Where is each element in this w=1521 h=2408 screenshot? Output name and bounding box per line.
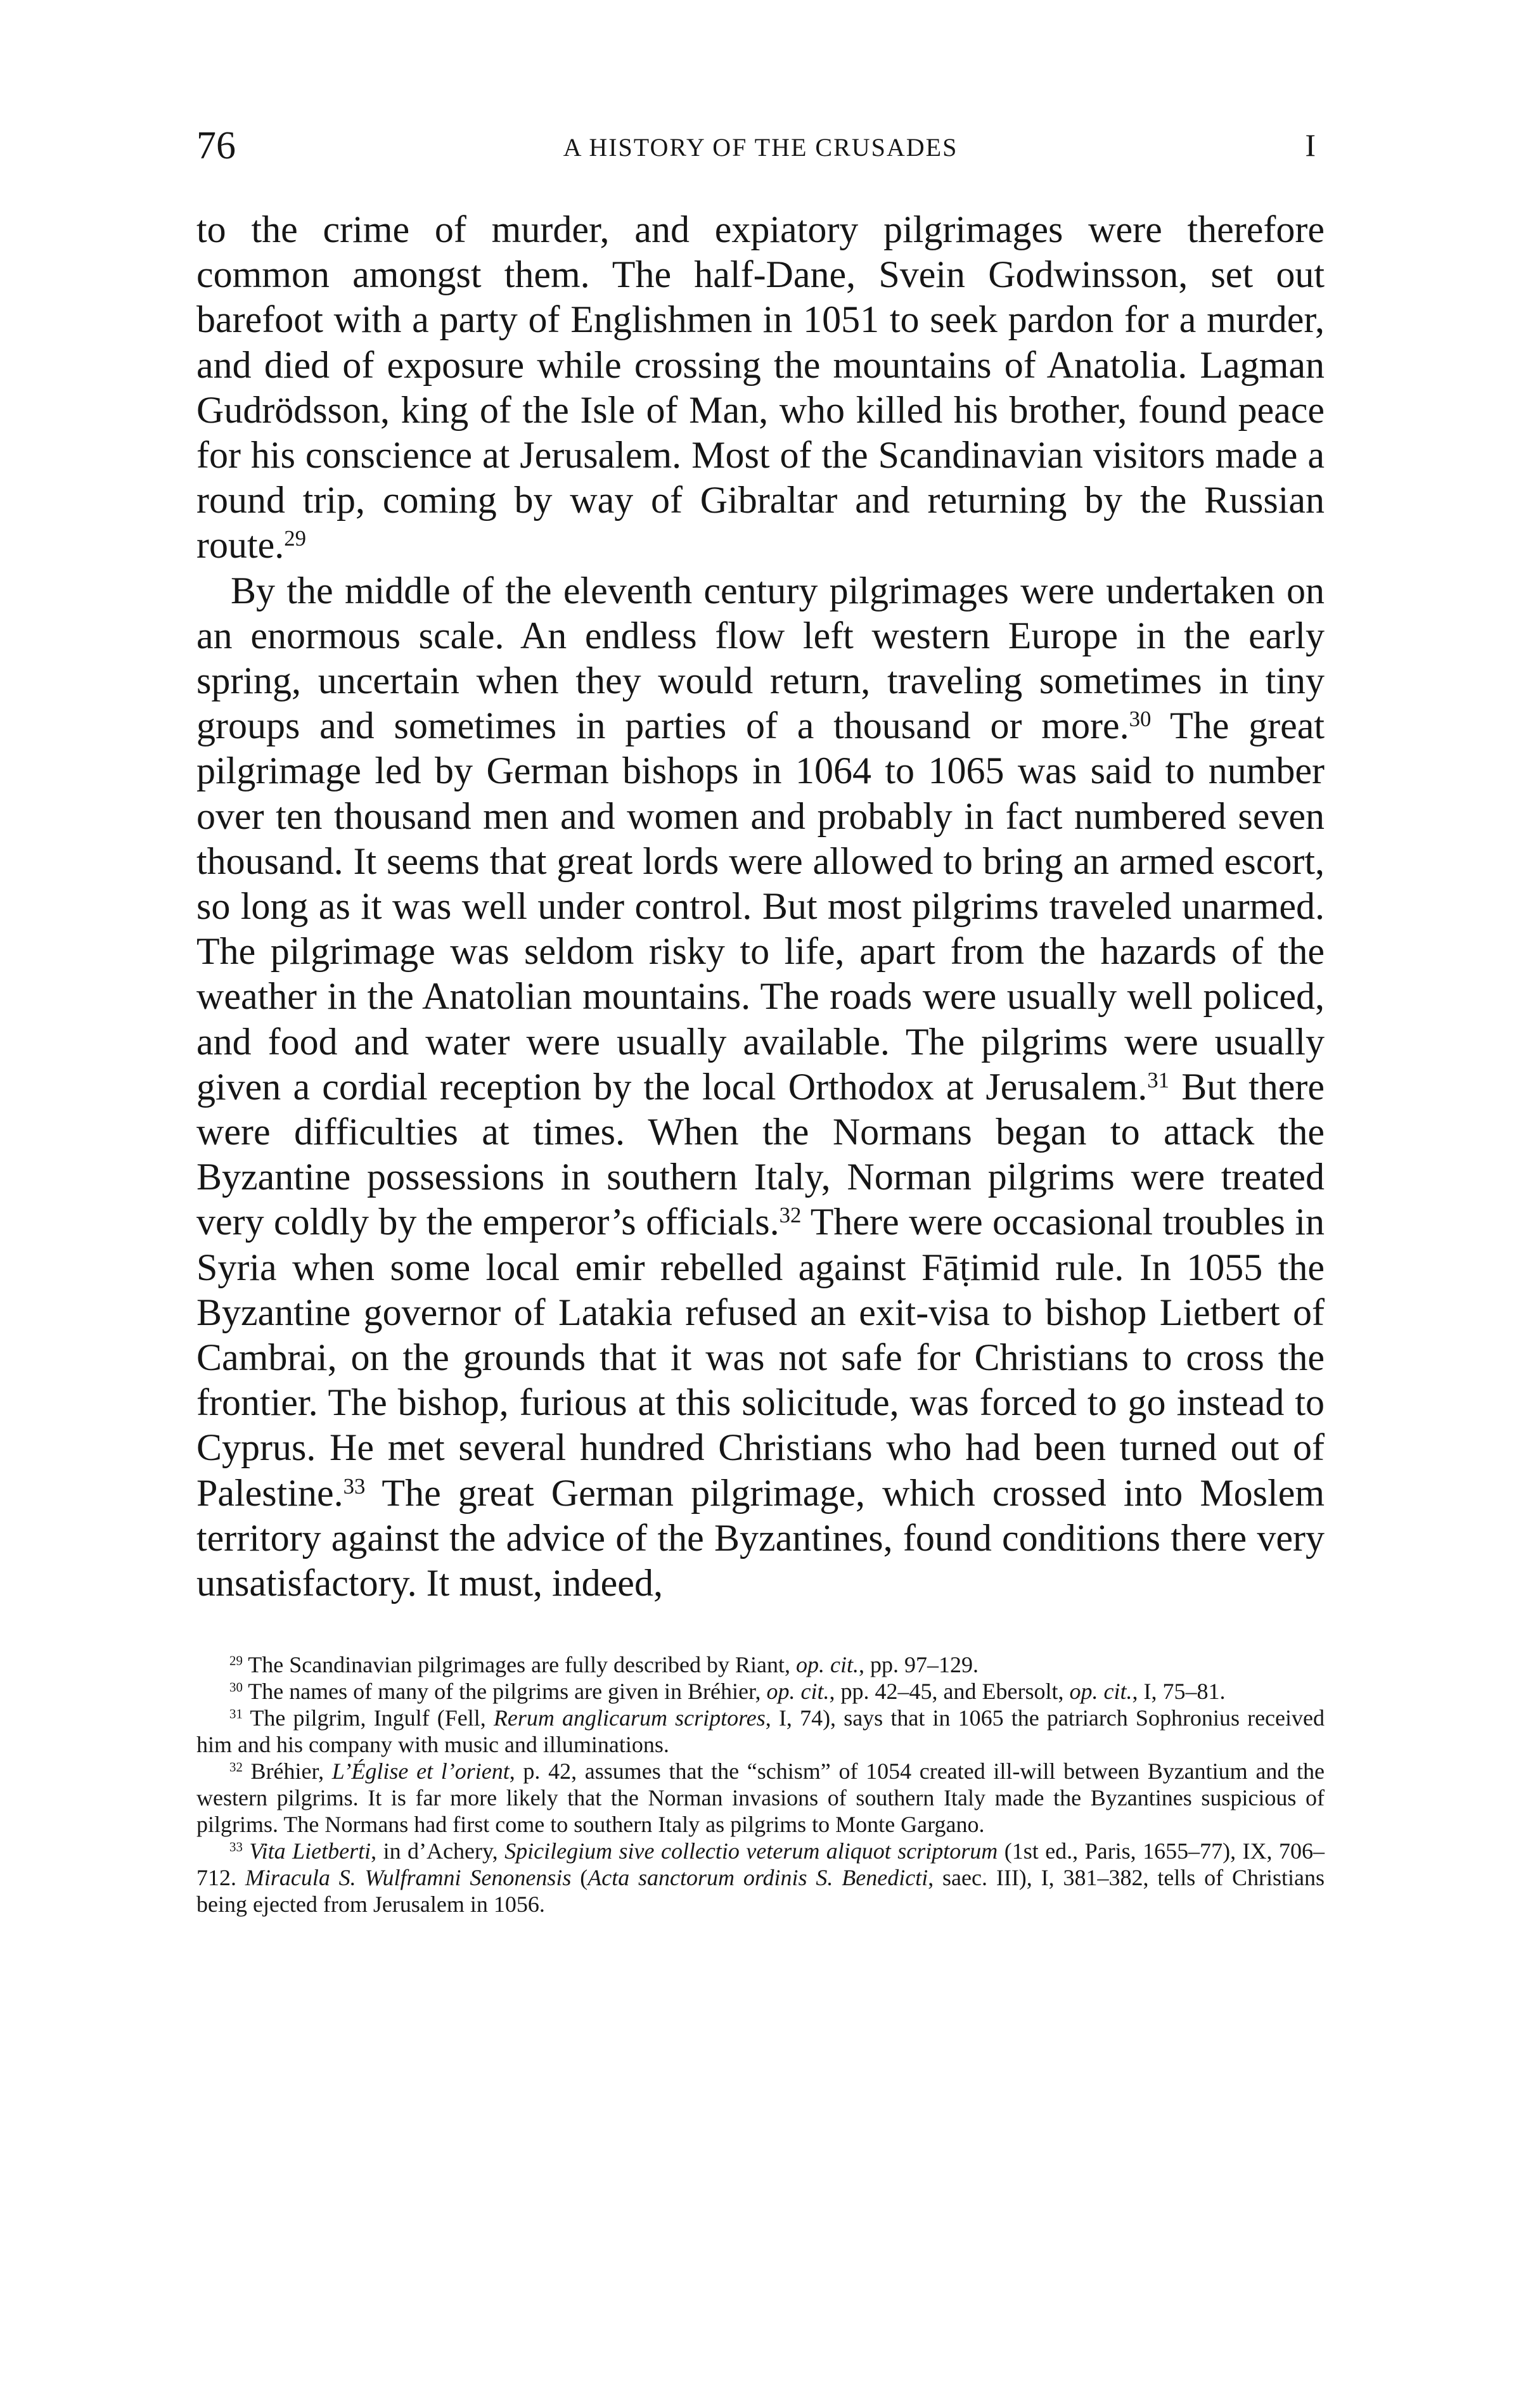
book-page: [196, 124, 1325, 1918]
paragraph: [196, 207, 1325, 568]
footnotes: [196, 1651, 1325, 1918]
text-run: , I, 75–81.: [1132, 1679, 1226, 1705]
note-marker: 33: [229, 1839, 243, 1855]
italic-text: op. cit.: [795, 1652, 859, 1678]
italic-text: op. cit.: [1069, 1679, 1133, 1705]
text-run: There were occasional troubles in Syria when some local emir rebelled against Fāṭimid rule. In 1055 the Byzantine governor of Latakia refused an exit-visa to bishop Lietbert of Cambrai, on the grounds that it was not safe for Christians to cross the frontier. The bishop, furious at this solicitude, was forced to go instead to Cyprus. He met several hundred Christians who had been turned out of Palestine.: [196, 1201, 1325, 1514]
italic-text: Vita Lietberti: [249, 1838, 371, 1864]
text-run: By the middle of the eleventh century pilgrimages were undertaken on an enormous scale. An endless flow left western Europe in the early spring, uncertain when they would return, traveling sometimes in tiny groups and sometimes in parties of a thousand or more.: [196, 569, 1325, 747]
italic-text: op. cit.: [766, 1679, 830, 1705]
text-run: , saec. III), I, 381–382, tells of Christians being ejected from Jerusalem in 1056.: [196, 1865, 1325, 1918]
text-run: , I, 74), says that in 1065 the patriarch Sophronius received him and his company with music and illuminations.: [196, 1705, 1325, 1758]
footnote: [196, 1651, 1325, 1678]
text-run: to the crime of murder, and expiatory pilgrimages were therefore common amongst them. The half-Dane, Svein Godwinsson, set out barefoot with a party of Englishmen in 1051 to seek pardon for a murder, and died of exposure while crossing the mountains of Anatolia. Lagman Gudrödsson, king of the Isle of Man, who killed his brother, found peace for his conscience at Jerusalem. Most of the Scandinavian visitors made a round trip, coming by way of Gibraltar and returning by the Russian route.: [196, 208, 1325, 567]
text-run: [243, 1838, 249, 1864]
text-run: The names of many of the pilgrims are given in Bréhier,: [242, 1679, 767, 1705]
text-run: (: [571, 1865, 588, 1891]
note-marker: 31: [1147, 1067, 1170, 1092]
text-run: But there were difficulties at times. When the Normans began to attack the Byzantine possessions in southern Italy, Norman pilgrims were treated very coldly by the emperor’s officials.: [196, 1065, 1325, 1243]
paragraph: [196, 568, 1325, 1606]
text-run: Bréhier,: [242, 1758, 332, 1784]
note-marker: 32: [229, 1759, 243, 1775]
footnote: [196, 1705, 1325, 1758]
note-marker: 33: [343, 1473, 366, 1499]
page-header: [196, 124, 1325, 174]
text-run: The pilgrim, Ingulf (Fell,: [242, 1705, 494, 1731]
note-marker: 29: [284, 526, 307, 551]
italic-text: Miracula S. Wulframni Senonensis: [245, 1865, 572, 1891]
text-run: , in d’Achery,: [371, 1838, 505, 1864]
note-marker: 29: [229, 1653, 243, 1668]
chapter-number: I: [1305, 127, 1316, 163]
note-marker: 32: [779, 1203, 802, 1228]
text-run: (1st ed., Paris, 1655–77), IX, 706–712.: [196, 1838, 1325, 1891]
text-run: The Scandinavian pilgrimages are fully described by Riant,: [242, 1652, 796, 1678]
text-run: , pp. 97–129.: [858, 1652, 979, 1678]
body-text: [196, 207, 1325, 1606]
italic-text: L’Église et l’orient: [331, 1758, 510, 1784]
page-number: 76: [196, 124, 236, 167]
footnote: [196, 1838, 1325, 1918]
note-marker: 30: [229, 1679, 243, 1695]
footnote: [196, 1678, 1325, 1705]
note-marker: 30: [1129, 707, 1152, 732]
text-run: , pp. 42–45, and Ebersolt,: [829, 1679, 1070, 1705]
footnote: [196, 1758, 1325, 1838]
italic-text: Spicilegium sive collectio veterum aliquot scriptorum: [504, 1838, 998, 1864]
note-marker: 31: [229, 1706, 243, 1722]
italic-text: Acta sanctorum ordinis S. Benedicti: [587, 1865, 928, 1891]
text-run: The great pilgrimage led by German bishops in 1064 to 1065 was said to number over ten thousand men and women and probably in fact numbered seven thousand. It seems that great lords were allowed to bring an armed escort, so long as it was well under control. But most pilgrims traveled unarmed. The pilgrimage was seldom risky to life, apart from the hazards of the weather in the Anatolian mountains. The roads were usually well policed, and food and water were usually available. The pilgrims were usually given a cordial reception by the local Orthodox at Jerusalem.: [196, 705, 1325, 1108]
text-run: The great German pilgrimage, which crossed into Moslem territory against the advice of the Byzantines, found conditions there very unsatisfactory. It must, indeed,: [196, 1471, 1325, 1604]
italic-text: Rerum anglicarum scriptores: [493, 1705, 766, 1731]
text-run: , p. 42, assumes that the “schism” of 1054 created ill-will between Byzantium and the western pilgrims. It is far more likely that the Norman invasions of southern Italy made the Byzantines suspicious of pilgrims. The Normans had first come to southern Italy as pilgrims to Monte Gargano.: [196, 1758, 1325, 1838]
running-head: A HISTORY OF THE CRUSADES: [563, 133, 958, 162]
